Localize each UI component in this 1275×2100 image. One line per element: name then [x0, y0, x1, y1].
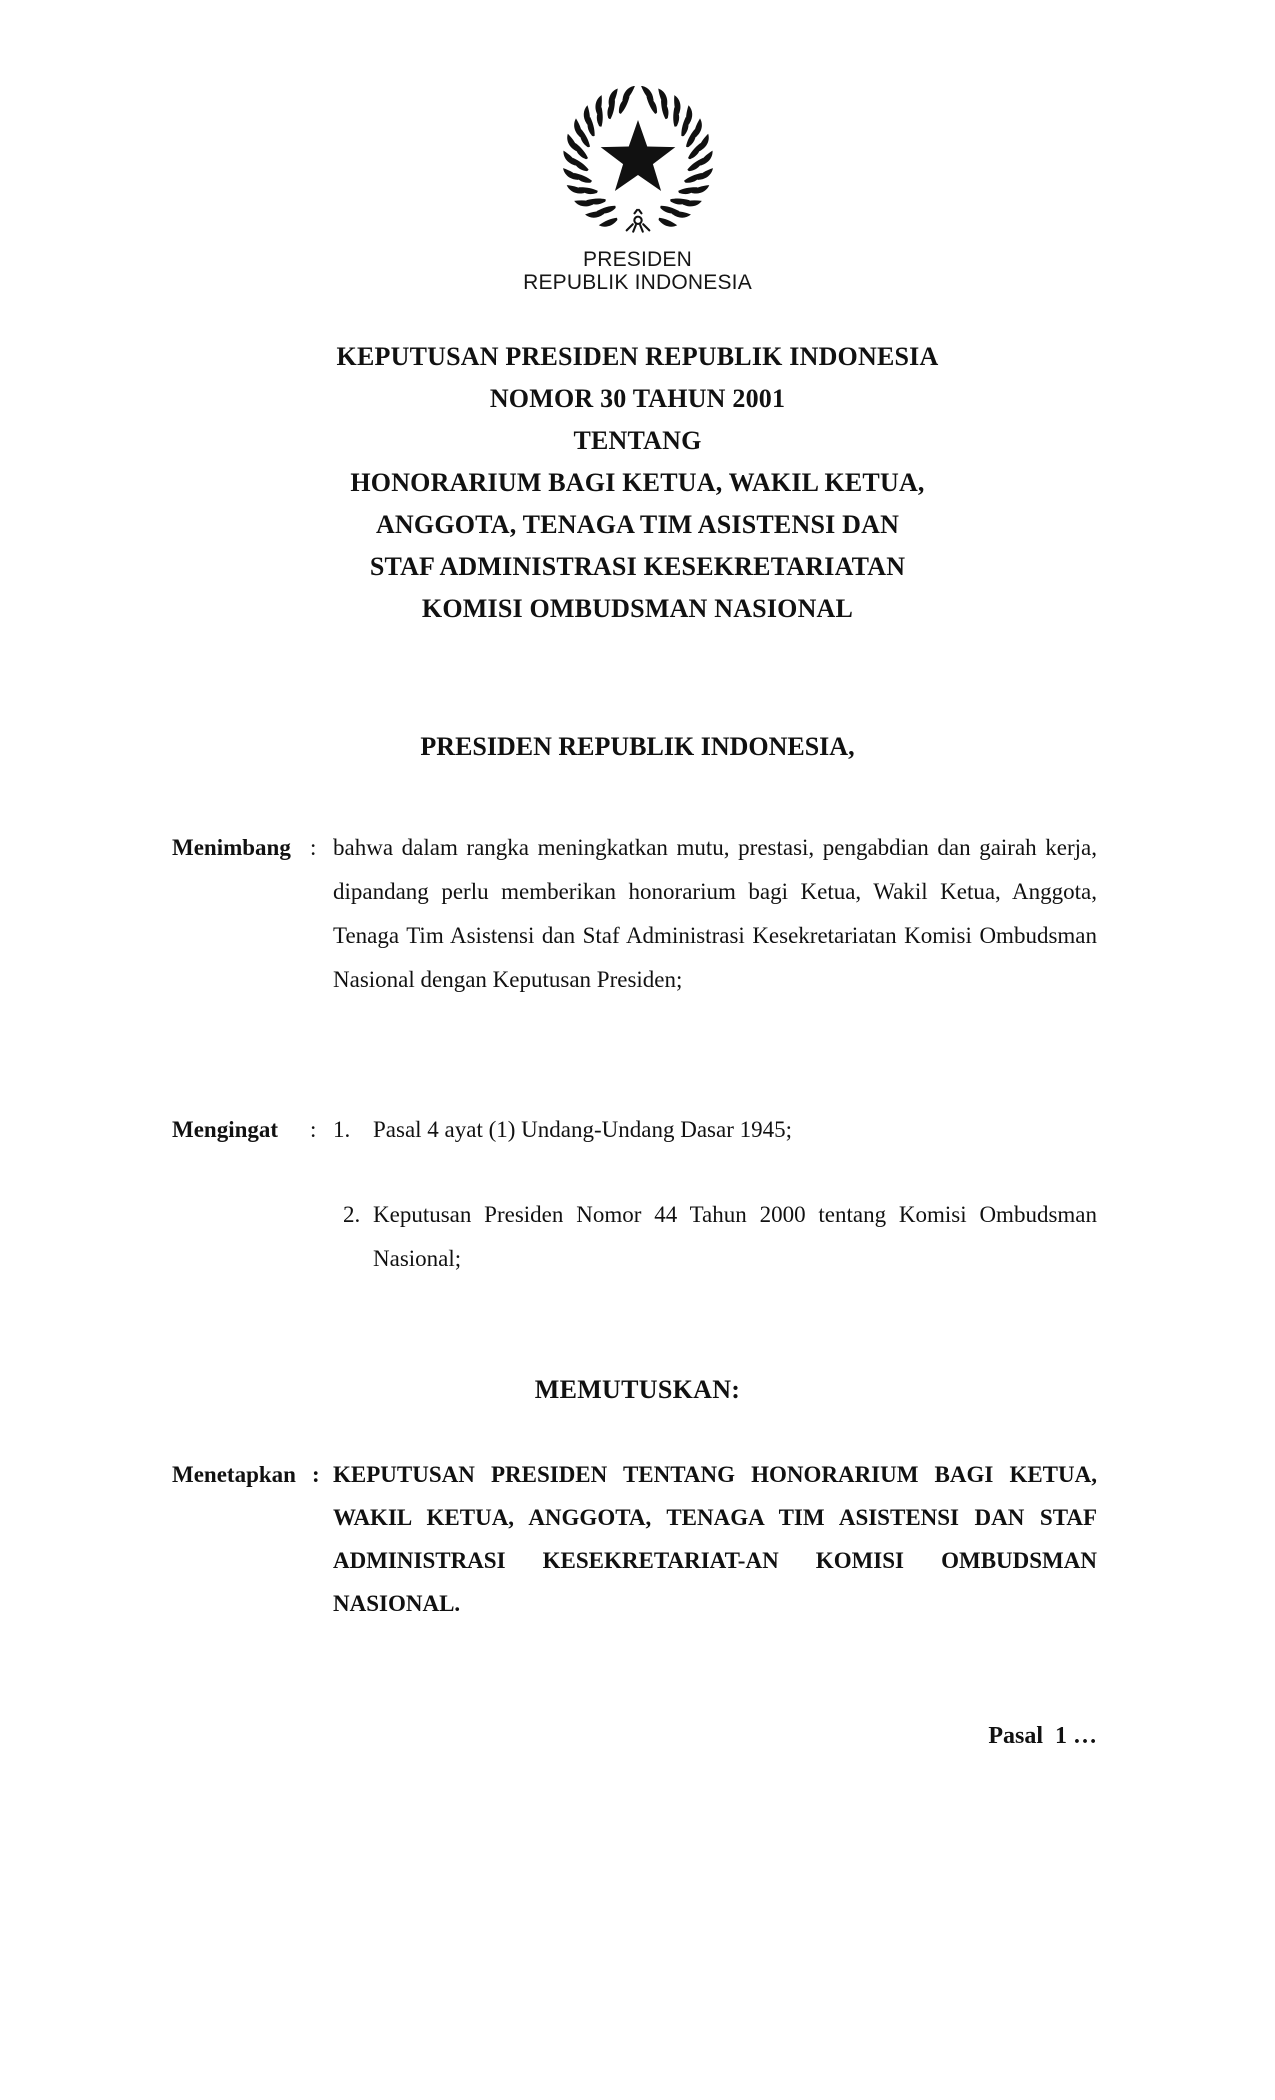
decree-tentang-line: TENTANG: [573, 426, 702, 455]
decree-subject-line: STAF ADMINISTRASI KESEKRETARIATAN: [369, 552, 906, 581]
legal-basis-item-text: Pasal 4 ayat (1) Undang-Undang Dasar 1945;: [373, 1117, 792, 1142]
considering-label: Menimbang: [172, 835, 291, 860]
enactment-clause: [0, 1453, 1275, 1625]
decree-title: [0, 336, 1275, 630]
considering-text: bahwa dalam rangka meningkatkan mutu, prestasi, pengabdian dan gairah kerja, dipandang perlu memberikan honorarium bagi Ketua, Wakil Ketua, Anggota, Tenaga Tim Asistensi dan Staf Administrasi Kesekretariatan Komisi Ombudsman Nasional dengan Keputusan Presiden;: [333, 835, 1097, 992]
decision-heading: MEMUTUSKAN:: [534, 1375, 741, 1404]
decree-subject-line: KOMISI OMBUDSMAN NASIONAL: [421, 594, 854, 623]
legal-basis-colon: :: [310, 1117, 317, 1142]
page-continuation-marker: Pasal 1 …: [988, 1723, 1097, 1749]
legal-basis-label: Mengingat: [172, 1117, 279, 1142]
enactment-colon: :: [312, 1462, 320, 1487]
legal-basis-item-number: 1.: [333, 1117, 351, 1142]
legal-basis-list: [333, 1108, 1097, 1281]
legal-basis-clause: [0, 1108, 1275, 1281]
considering-clause: [0, 826, 1275, 1002]
legal-basis-item-number: 2.: [343, 1202, 361, 1227]
legal-basis-item: [333, 1108, 1097, 1152]
legal-basis-item-text: Keputusan Presiden Nomor 44 Tahun 2000 tentang Komisi Ombudsman Nasional;: [373, 1202, 1097, 1271]
decree-subject-line: HONORARIUM BAGI KETUA, WAKIL KETUA,: [350, 468, 925, 497]
decree-subject-line: ANGGOTA, TENAGA TIM ASISTENSI DAN: [375, 510, 900, 539]
enactment-label: Menetapkan: [172, 1462, 296, 1487]
letterhead-office: PRESIDEN: [583, 248, 692, 271]
decree-number-line: NOMOR 30 TAHUN 2001: [489, 384, 786, 413]
enactment-text: KEPUTUSAN PRESIDEN TENTANG HONORARIUM BAGI KETUA, WAKIL KETUA, ANGGOTA, TENAGA TIM ASISTENSI DAN STAF ADMINISTRASI KESEKRETARIAT-AN KOMISI OMBUDSMAN NASIONAL.: [333, 1462, 1097, 1616]
letterhead: [0, 0, 1275, 294]
letterhead-country: REPUBLIK INDONESIA: [523, 271, 752, 294]
presidential-star-wreath-icon: [563, 86, 713, 236]
legal-basis-item: [333, 1193, 1097, 1281]
preamble-heading: PRESIDEN REPUBLIK INDONESIA,: [420, 732, 855, 761]
considering-colon: :: [310, 835, 317, 860]
decree-title-line: KEPUTUSAN PRESIDEN REPUBLIK INDONESIA: [336, 342, 939, 371]
